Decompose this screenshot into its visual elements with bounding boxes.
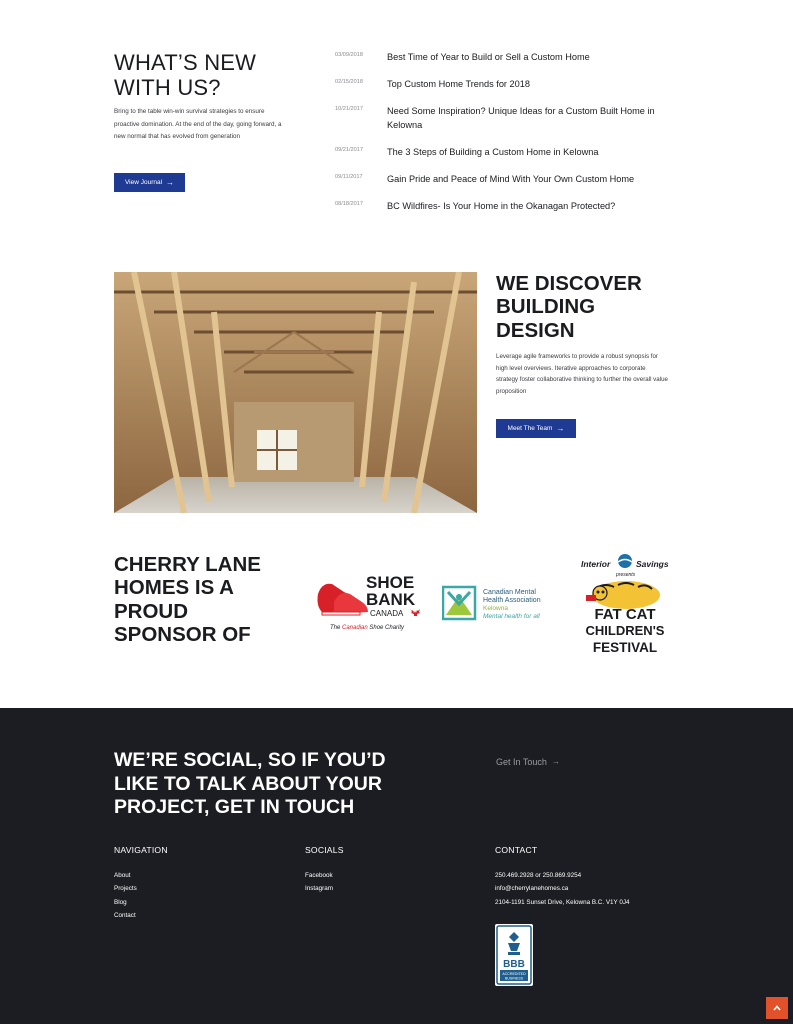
footer-nav-blog[interactable]: Blog (114, 898, 127, 906)
cmha-kelowna-logo[interactable] (442, 584, 554, 622)
shoe-bank-line2: BANK (366, 590, 416, 609)
get-in-touch-label: Get In Touch (496, 757, 547, 767)
shoe-bank-line1: SHOE (366, 573, 415, 592)
fat-cat-festival-logo[interactable] (578, 553, 672, 658)
view-journal-label: View Journal (124, 179, 163, 186)
post-date: 02/15/2018 (335, 79, 363, 85)
footer-social-instagram[interactable]: Instagram (305, 885, 333, 893)
footer-socials-list (305, 869, 333, 896)
fat-cat-line1: FAT CAT (594, 606, 656, 623)
bbb-line3: BUSINESS (504, 976, 524, 981)
post-title[interactable]: Gain Pride and Peace of Mind With Your Own Custom Home (387, 174, 635, 184)
shoe-bank-line3: CANADA (370, 609, 404, 618)
cmha-line3: Kelowna (483, 605, 508, 612)
footer-social-facebook[interactable]: Facebook (305, 872, 333, 879)
discover-heading: WE DISCOVER BUILDING DESIGN (496, 272, 642, 342)
post-date: 08/18/2017 (335, 201, 363, 207)
journal-post[interactable] (335, 50, 675, 64)
journal-post[interactable] (335, 145, 675, 159)
footer-contact-list (495, 869, 630, 909)
shoe-bank-canada-logo[interactable] (314, 572, 424, 634)
journal-heading: WHAT’S NEW WITH US? (114, 50, 257, 100)
chevron-up-icon (772, 1003, 782, 1013)
cmha-line2: Health Association (483, 597, 541, 604)
journal-description: Bring to the table win-win survival strategies to ensure proactive domination. At the end of the day, going forward, a new normal that has evolved from generation (114, 108, 282, 141)
meet-the-team-button[interactable] (496, 419, 576, 438)
arrow-right-icon: → (551, 757, 560, 766)
bbb-badge-art (495, 924, 533, 986)
framing-illustration (114, 272, 477, 513)
socials-heading: SOCIALS (305, 845, 344, 855)
discover-description: Leverage agile frameworks to provide a robust synopsis for high level overviews. Iterative approaches to corporate strategy foster collaborative thinking to further the overall value proposition (496, 353, 668, 396)
post-title[interactable]: Best Time of Year to Build or Sell a Custom Home (387, 52, 590, 62)
footer-nav-contact[interactable]: Contact (114, 912, 136, 920)
contact-heading: CONTACT (495, 845, 538, 855)
presents-label: presents (616, 572, 636, 578)
contact-address: 2104-1191 Sunset Drive, Kelowna B.C. V1Y 0J4 (495, 898, 630, 906)
contact-phone[interactable]: 250.469.2928 or 250.869.9254 (495, 872, 582, 879)
arrow-right-icon: → (556, 423, 565, 433)
footer-heading: WE’RE SOCIAL, SO IF YOU’D LIKE TO TALK ABOUT YOUR PROJECT, GET IN TOUCH (114, 749, 386, 818)
navigation-heading: NAVIGATION (114, 845, 168, 855)
scroll-to-top-button[interactable] (766, 997, 788, 1019)
post-date: 03/09/2018 (335, 52, 363, 58)
post-title[interactable]: Need Some Inspiration? Unique Ideas for a Custom Built Home in Kelowna (387, 106, 655, 130)
view-journal-button[interactable] (114, 173, 185, 192)
shoe-bank-logo-art (314, 572, 424, 634)
house-framing-photo (114, 272, 477, 513)
post-date: 09/21/2017 (335, 147, 363, 153)
shoe-bank-tagline: The Canadian Shoe Charity (330, 625, 405, 631)
sponsor-heading: CHERRY LANE HOMES IS A PROUD SPONSOR OF (114, 553, 261, 646)
cmha-logo-art (442, 584, 554, 622)
cmha-line4: Mental health for all (483, 613, 540, 620)
site-footer (0, 708, 793, 1024)
footer-navigation-list (114, 869, 137, 923)
cmha-line1: Canadian Mental (483, 589, 536, 596)
fat-cat-line3: FESTIVAL (592, 640, 658, 655)
journal-post[interactable] (335, 104, 675, 132)
interior-savings-left: Interior (581, 559, 611, 569)
meet-the-team-label: Meet The Team (507, 425, 553, 432)
contact-email[interactable]: info@cherrylanehomes.ca (495, 885, 569, 893)
get-in-touch-link[interactable] (496, 757, 560, 767)
arrow-right-icon: → (166, 177, 175, 187)
journal-post[interactable] (335, 77, 675, 91)
bbb-line1: BBB (503, 959, 525, 970)
journal-post[interactable] (335, 199, 675, 213)
post-title[interactable]: Top Custom Home Trends for 2018 (387, 79, 530, 89)
post-title[interactable]: BC Wildfires- Is Your Home in the Okanagan Protected? (387, 201, 616, 211)
post-date: 09/11/2017 (335, 174, 363, 180)
bbb-line2: ACCREDITED (502, 972, 526, 976)
footer-nav-about[interactable]: About (114, 872, 131, 879)
journal-post[interactable] (335, 172, 675, 186)
fat-cat-line2: CHILDREN'S (585, 623, 665, 638)
post-date: 10/21/2017 (335, 106, 363, 112)
post-title[interactable]: The 3 Steps of Building a Custom Home in Kelowna (387, 147, 599, 157)
bbb-accredited-badge[interactable] (495, 924, 533, 986)
footer-nav-projects[interactable]: Projects (114, 885, 137, 893)
interior-savings-right: Savings (636, 559, 669, 569)
fat-cat-logo-art (578, 553, 672, 658)
